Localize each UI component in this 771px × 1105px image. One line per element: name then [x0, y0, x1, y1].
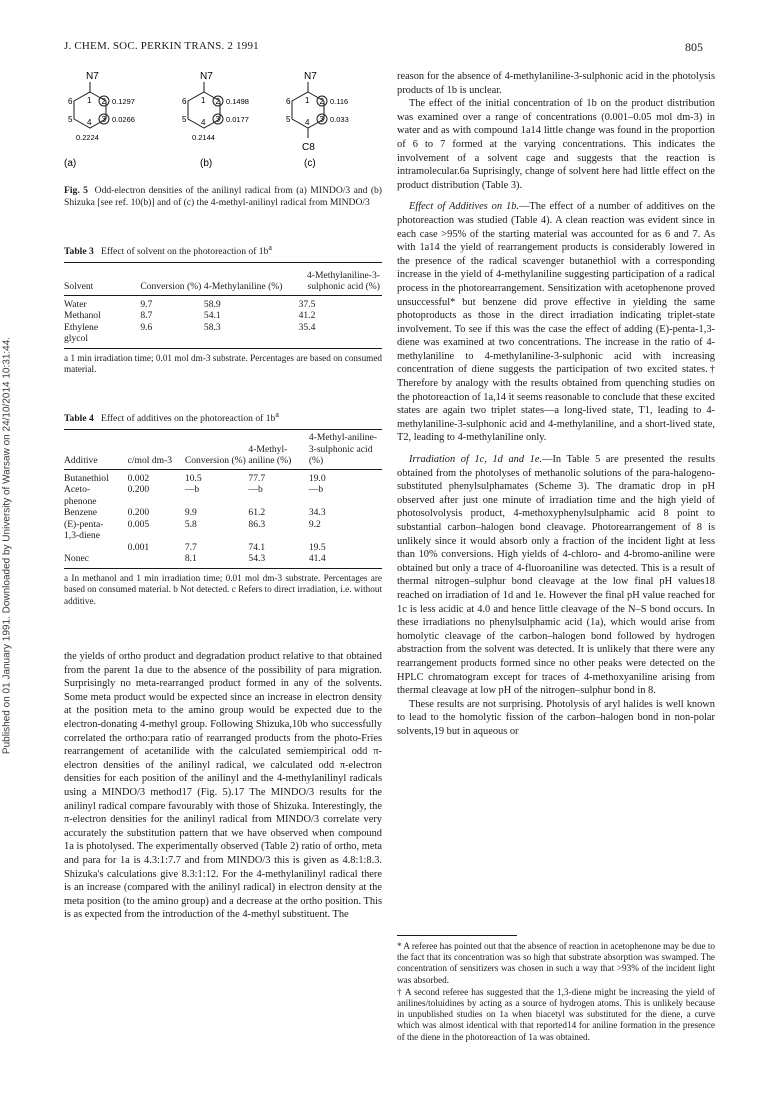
page-number: 805: [685, 40, 703, 54]
density-ortho-c: 0.116: [330, 97, 349, 106]
pos1-c: 1: [305, 96, 310, 105]
table-row: Water 9.7 58.9 37.5: [64, 298, 316, 310]
pos6-a: 6: [68, 97, 73, 106]
table-4: [64, 408, 382, 608]
table-row: Methanol 8.7 54.1 41.2: [64, 310, 316, 322]
section-heading-irradiation: Irradiation of 1c, 1d and 1e.: [409, 454, 543, 466]
pos5-c: 5: [286, 115, 291, 124]
table-4-footnote: a In methanol and 1 min irradiation time; 0.01 mol dm-3 substrate. Percentages are based on consumed material. b Not detected. c Refers to direct irradiation, i.e. without additive.: [64, 572, 382, 606]
pos3-c: 3: [319, 115, 324, 124]
footnote-rule: [397, 935, 517, 936]
table-4-title: Table 4 Effect of additives on the photoreaction of $1b^a$: [64, 409, 279, 424]
table-row: 0.001 7.7 74.1 19.5: [127, 541, 326, 553]
figure-5-caption: [64, 185, 382, 209]
table-3-grid: [64, 262, 382, 349]
table-3: [64, 241, 382, 376]
figure-5-text: Odd-electron densities of the anilinyl radical from (a) MINDO/3 and (b) Shizuka [see ref. 10(b)] and of (c) the 4-methyl-anilinyl radical from MINDO/3: [64, 184, 382, 208]
table-3-footnote: a 1 min irradiation time; 0.01 mol dm-3 substrate. Percentages are based on consumed material.: [64, 352, 382, 375]
pos5-a: 5: [68, 115, 73, 124]
footnotes: [397, 935, 715, 1043]
right-column: [397, 70, 715, 739]
footnote-referee-1: * A referee has pointed out that the absence of reaction in acetophenone may be due to the fact that its concentration was so high that substrate absorption was swamped. The concentration of sensitizers was chosen in such a way that >93% of the incident light was absorbed.: [397, 941, 715, 985]
structure-b: [182, 71, 249, 169]
table-row: Nonec 8.1 54.3 41.4: [64, 553, 326, 565]
table-row: Ethylene glycol 9.6 58.3 35.4: [64, 321, 316, 345]
figure-5-structures: [64, 70, 382, 176]
right-paragraph-4: Irradiation of 1c, 1d and 1e.—In Table 5 are presented the results obtained from the photolyses of methanolic solutions of the para-halogeno-substituted phenylsulphamates (Scheme 3). The dramatic drop in pH observed after just one minute of irradiation time and the high yield of photosolvolysis product, 4-methoxyphenylsulphamic acid 8 point to substantial carbon–halogen bond cleavage. Photorearrangement of 8 is unlikely since it would absorb only a fraction of the incident light at less than 10% conversions. High yields of 4-chloro- and 4-bromo-aniline were obtained but only a trace of 4-fluoroaniline was detected. This is a result of thermal nitrogen–sulphur bond cleavage at the low final pH values18 reached on irradiation of 1d and 1e. However the final pH value reached for 1c is less acidic at 4.0 and hence little cleavage of the N–S bond occurs. In these irradiations no phenylsulphamic acid (1a), which would arise from homolytic cleavage of the carbon–halogen bond followed by hydrogen abstraction from the solvent was detected. It is unlikely that there were any rearrangement products formed since no other peaks were detected on the HPLC chromatogram except for traces of 4-methoxyaniline arising from thermal cleavage at low pH of the nitrogen–sulphur bond in 8.: [397, 454, 715, 697]
density-meta-b: 0.0177: [226, 115, 249, 124]
table-4-grid: [64, 429, 382, 569]
n7-label-a: N7: [86, 71, 99, 82]
label-c: (c): [304, 158, 316, 169]
pos2-c: 2: [319, 97, 324, 106]
table-3-header: Solvent Conversion (%) 4-Methylaniline (%) 4-Methylaniline-3-sulphonic acid (%): [64, 263, 382, 296]
left-column: [64, 70, 382, 607]
table-row: Benzene 0.200 9.9 61.2 34.3: [64, 507, 326, 519]
pos3-a: 3: [101, 115, 106, 124]
right-paragraph-2: The effect of the initial concentration of 1b on the product distribution was examined over a range of concentrations (0.001–0.05 mol dm-3) in water and as with compound 1a14 little change was found in the proportion of 6 to 7 formed at the varying concentrations. This indicates the involvement of a solvent cage and suggests that the reaction is intramolecular.6a Suprisingly, change of solvent here had little effect on the product distribution (Table 3).: [397, 98, 715, 191]
section-heading-additives: Effect of Additives on 1b.: [409, 201, 520, 213]
pos6-b: 6: [182, 97, 187, 106]
density-ortho-a: 0.1297: [112, 97, 135, 106]
table-row: Butanethiol 0.002 10.5 77.7 19.0: [64, 472, 326, 484]
table-4-header: Additive c/mol dm-3 Conversion (%) 4-Methyl-aniline (%) 4-Methyl-aniline-3-sulphonic acid (%): [64, 430, 382, 470]
pos2-a: 2: [101, 97, 106, 106]
right-paragraph-5: These results are not surprising. Photolysis of aryl halides is well known to lead to the homolytic fission of the carbon–halogen bond in non-polar solvents,19 but in aqueous or: [397, 698, 715, 737]
table-row: Aceto-phenone 0.200 —b —b —b: [64, 484, 324, 507]
pos1-a: 1: [87, 96, 92, 105]
footnote-referee-2: † A second referee has suggested that the 1,3-diene might be increasing the yield of anilines/toluidines by acting as a source of hydrogen atoms. This is unlikely because in unpublished studies on 1a when biacetyl was substituted for the diene, a curve which was almost identical with that reported14 for aniline formation in the presence of the diene in the photoreaction of 1a was obtained.: [397, 986, 715, 1042]
label-b: (b): [200, 158, 213, 169]
pos2-b: 2: [215, 97, 220, 106]
figure-5-label: Fig. 5: [64, 184, 88, 196]
density-para-b: 0.2144: [192, 133, 215, 142]
density-meta-a: 0.0266: [112, 115, 135, 124]
left-body-text: [64, 650, 382, 922]
n7-label-c: N7: [304, 71, 317, 82]
right-paragraph-1: reason for the absence of 4-methylaniline-3-sulphonic acid in the photolysis products of 1b is unclear.: [397, 71, 715, 96]
download-sidebar: [0, 0, 14, 1105]
label-a: (a): [64, 158, 77, 169]
structure-c: [286, 71, 349, 169]
c8-label: C8: [302, 142, 315, 153]
download-notice: Published on 01 January 1991. Downloaded by University of Warsaw on 24/10/2014 10:31:44.: [1, 336, 13, 755]
n7-label-b: N7: [200, 71, 213, 82]
pos4-c: 4: [305, 118, 310, 127]
structure-a: [64, 71, 135, 169]
pos4-a: 4: [87, 118, 92, 127]
journal-header: J. CHEM. SOC. PERKIN TRANS. 2 1991: [64, 40, 259, 52]
density-para-a: 0.2224: [76, 133, 99, 142]
right-paragraph-3: Effect of Additives on 1b.—The effect of a number of additives on the photoreaction was studied (Table 4). A clean reaction was evident since in each case >95% of the starting material was accounted for as 6 and 7. As with 1a14 the yield of rearrangement products is considerably lowered in the presence of the radical scavenger butanethiol with a corresponding increase in the yield of 4-methylaniline suggesting participation of a radical process in the photorearrangement. Sensitization with acetophenone proved unsuccessful* but benzene did prove effective in yielding the same photoproducts as those in the direct irradiation indicating triplet-state involvement. To see if this was the case the effect of adding (E)-penta-1,3-diene was examined at two concentrations. The increase in the ratio of 4-methylaniline to 4-methylaniline-3-sulphonic acid with increasing concentration of diene suggests the participation of two excited states.† Therefore by analogy with the results obtained from quenching studies on the photoreaction of 1a,14 it seems reasonable to conclude that these excited states are again two triplet states—a long-lived state, T1, leading to 4-methylaniline-3-sulphonic acid and 4-methylaniline, and a short-lived state, T2, leading to 4-methylaniline only.: [397, 201, 716, 444]
density-meta-c: 0.033: [330, 115, 349, 124]
left-paragraph: the yields of ortho product and degradation product relative to that obtained from the parent 1a due to the absence of the possibility of para migration. Surprisingly no meta-rearranged product formed in any of the solvents. Some meta product would be expected since an increase in electron density at the position meta to the amino group would be expected due to the electron-donating 4-methyl group. Following Shizuka,10b who successfully correlated the ortho:para ratio of rearranged products from the photo-Fries rearrangement of acetanilide with the calculated semiempirical odd π-electron densities of the anilinyl radical, we calculated odd π-electron densities for each position of the anilinyl and the 4-methylanilinyl radicals using a MINDO/3 method17 (Fig. 5).17 The MINDO/3 results for the anilinyl radical compare favourably with those of Shizuka. Interestingly, the π-electron densities for the anilinyl radical from MINDO/3 correlate very accurately the substitution pattern that we have observed when compound 1a is photolysed. The experimentally observed (Table 2) ratio of ortho, meta and para for 1a is 4.3:1:7.7 and from MINDO/3 this is given as 4.8:1:8.3. Shizuka's calculations give 8.3:1:12. For the 4-methylanilinyl radical there is an increase (compared with the anilinyl radical) in electron density at the meta position (to the amino group) and a decrease at the ortho position. This is as expected from the introduction of the 4-methyl substituent. The: [64, 651, 382, 921]
pos5-b: 5: [182, 115, 187, 124]
pos1-b: 1: [201, 96, 206, 105]
pos3-b: 3: [215, 115, 220, 124]
table-3-title: Table 3 Effect of solvent on the photoreaction of $1b^a$: [64, 242, 272, 257]
table-row: (E)-penta-1,3-diene 0.005 5.8 86.3 9.2: [64, 518, 321, 542]
pos6-c: 6: [286, 97, 291, 106]
density-ortho-b: 0.1498: [226, 97, 249, 106]
pos4-b: 4: [201, 118, 206, 127]
